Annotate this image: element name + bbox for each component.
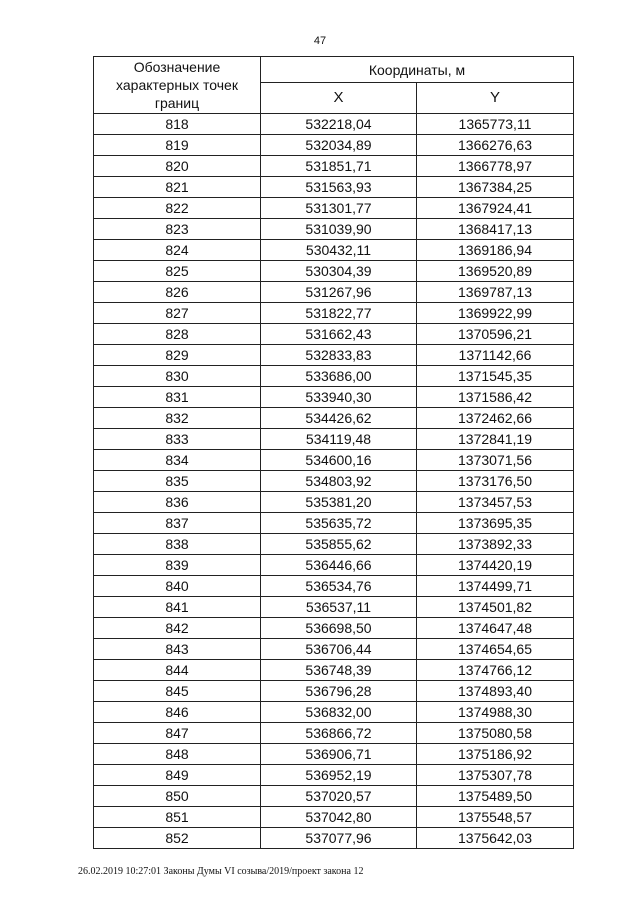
table-row [94, 702, 574, 723]
table-row [94, 828, 574, 849]
y-coordinate-cell: 1366778,97 [417, 156, 574, 177]
x-coordinate-cell: 534426,62 [261, 408, 417, 429]
table-row [94, 408, 574, 429]
point-number-cell: 826 [94, 282, 261, 303]
x-coordinate-cell: 531662,43 [261, 324, 417, 345]
y-coordinate-cell: 1374501,82 [417, 597, 574, 618]
point-number-cell: 845 [94, 681, 261, 702]
x-coordinate-cell: 532218,04 [261, 114, 417, 135]
x-coordinate-cell: 531039,90 [261, 219, 417, 240]
point-number-cell: 829 [94, 345, 261, 366]
point-number-cell: 839 [94, 555, 261, 576]
x-coordinate-cell: 534803,92 [261, 471, 417, 492]
y-coordinate-cell: 1368417,13 [417, 219, 574, 240]
table-row [94, 513, 574, 534]
x-coordinate-cell: 533940,30 [261, 387, 417, 408]
x-coordinate-cell: 537020,57 [261, 786, 417, 807]
y-coordinate-cell: 1369787,13 [417, 282, 574, 303]
point-number-cell: 850 [94, 786, 261, 807]
point-number-cell: 840 [94, 576, 261, 597]
x-coordinate-cell: 537077,96 [261, 828, 417, 849]
point-number-cell: 838 [94, 534, 261, 555]
y-coordinate-cell: 1373176,50 [417, 471, 574, 492]
x-coordinate-cell: 535381,20 [261, 492, 417, 513]
x-coordinate-cell: 536906,71 [261, 744, 417, 765]
table-row [94, 471, 574, 492]
x-coordinate-cell: 534600,16 [261, 450, 417, 471]
y-coordinate-cell: 1374647,48 [417, 618, 574, 639]
coordinates-table [93, 56, 574, 849]
x-coordinate-cell: 531301,77 [261, 198, 417, 219]
table-row [94, 177, 574, 198]
point-number-cell: 818 [94, 114, 261, 135]
point-number-cell: 828 [94, 324, 261, 345]
x-coordinate-cell: 533686,00 [261, 366, 417, 387]
y-coordinate-cell: 1367924,41 [417, 198, 574, 219]
x-coordinate-cell: 536748,39 [261, 660, 417, 681]
point-number-cell: 848 [94, 744, 261, 765]
point-number-cell: 849 [94, 765, 261, 786]
y-coordinate-cell: 1375548,57 [417, 807, 574, 828]
table-row [94, 786, 574, 807]
table-row [94, 366, 574, 387]
y-coordinate-cell: 1375080,58 [417, 723, 574, 744]
x-coordinate-cell: 536866,72 [261, 723, 417, 744]
y-coordinate-cell: 1375186,92 [417, 744, 574, 765]
table-row [94, 723, 574, 744]
table-row [94, 618, 574, 639]
table-row [94, 261, 574, 282]
x-coordinate-cell: 536698,50 [261, 618, 417, 639]
table-row [94, 345, 574, 366]
point-number-cell: 825 [94, 261, 261, 282]
y-coordinate-cell: 1373457,53 [417, 492, 574, 513]
table-row [94, 114, 574, 135]
x-coordinate-cell: 532833,83 [261, 345, 417, 366]
y-coordinate-cell: 1372462,66 [417, 408, 574, 429]
x-coordinate-cell: 531267,96 [261, 282, 417, 303]
x-coordinate-cell: 530432,11 [261, 240, 417, 261]
point-number-cell: 847 [94, 723, 261, 744]
x-coordinate-cell: 536537,11 [261, 597, 417, 618]
table-row [94, 597, 574, 618]
point-number-cell: 852 [94, 828, 261, 849]
point-number-cell: 844 [94, 660, 261, 681]
y-coordinate-cell: 1373695,35 [417, 513, 574, 534]
point-number-cell: 830 [94, 366, 261, 387]
table-row [94, 660, 574, 681]
point-number-cell: 837 [94, 513, 261, 534]
table-row [94, 807, 574, 828]
y-coordinate-cell: 1374420,19 [417, 555, 574, 576]
table-row [94, 429, 574, 450]
x-coordinate-cell: 536446,66 [261, 555, 417, 576]
y-coordinate-cell: 1375642,03 [417, 828, 574, 849]
header-x: X [261, 83, 417, 114]
table-row [94, 324, 574, 345]
point-number-cell: 851 [94, 807, 261, 828]
y-coordinate-cell: 1373071,56 [417, 450, 574, 471]
point-number-cell: 835 [94, 471, 261, 492]
table-row [94, 765, 574, 786]
y-coordinate-cell: 1374988,30 [417, 702, 574, 723]
point-number-cell: 833 [94, 429, 261, 450]
point-number-cell: 820 [94, 156, 261, 177]
x-coordinate-cell: 531851,71 [261, 156, 417, 177]
x-coordinate-cell: 536796,28 [261, 681, 417, 702]
point-number-cell: 843 [94, 639, 261, 660]
point-number-cell: 822 [94, 198, 261, 219]
table-row [94, 534, 574, 555]
y-coordinate-cell: 1373892,33 [417, 534, 574, 555]
point-number-cell: 831 [94, 387, 261, 408]
table-row [94, 450, 574, 471]
table-row [94, 555, 574, 576]
point-number-cell: 832 [94, 408, 261, 429]
y-coordinate-cell: 1374499,71 [417, 576, 574, 597]
x-coordinate-cell: 536706,44 [261, 639, 417, 660]
x-coordinate-cell: 530304,39 [261, 261, 417, 282]
x-coordinate-cell: 535635,72 [261, 513, 417, 534]
x-coordinate-cell: 531822,77 [261, 303, 417, 324]
x-coordinate-cell: 536832,00 [261, 702, 417, 723]
table-row [94, 198, 574, 219]
table-row [94, 135, 574, 156]
y-coordinate-cell: 1374893,40 [417, 681, 574, 702]
table-row [94, 156, 574, 177]
y-coordinate-cell: 1374654,65 [417, 639, 574, 660]
point-number-cell: 821 [94, 177, 261, 198]
y-coordinate-cell: 1375307,78 [417, 765, 574, 786]
table-row [94, 303, 574, 324]
point-number-cell: 819 [94, 135, 261, 156]
y-coordinate-cell: 1370596,21 [417, 324, 574, 345]
point-number-cell: 836 [94, 492, 261, 513]
y-coordinate-cell: 1371545,35 [417, 366, 574, 387]
y-coordinate-cell: 1374766,12 [417, 660, 574, 681]
page-number: 47 [313, 35, 327, 47]
point-number-cell: 842 [94, 618, 261, 639]
point-number-cell: 824 [94, 240, 261, 261]
table-row [94, 282, 574, 303]
x-coordinate-cell: 536952,19 [261, 765, 417, 786]
y-coordinate-cell: 1369186,94 [417, 240, 574, 261]
x-coordinate-cell: 534119,48 [261, 429, 417, 450]
table-row [94, 744, 574, 765]
table-row [94, 681, 574, 702]
y-coordinate-cell: 1369922,99 [417, 303, 574, 324]
table-row [94, 492, 574, 513]
header-coordinates: Координаты, м [261, 57, 574, 83]
y-coordinate-cell: 1369520,89 [417, 261, 574, 282]
y-coordinate-cell: 1375489,50 [417, 786, 574, 807]
table-row [94, 387, 574, 408]
point-number-cell: 827 [94, 303, 261, 324]
header-designation: Обозначение характерных точек границ [94, 57, 261, 114]
table-row [94, 240, 574, 261]
x-coordinate-cell: 537042,80 [261, 807, 417, 828]
table-row [94, 639, 574, 660]
point-number-cell: 846 [94, 702, 261, 723]
x-coordinate-cell: 531563,93 [261, 177, 417, 198]
y-coordinate-cell: 1371142,66 [417, 345, 574, 366]
table-body [94, 114, 574, 849]
y-coordinate-cell: 1366276,63 [417, 135, 574, 156]
y-coordinate-cell: 1367384,25 [417, 177, 574, 198]
footer-stamp: 26.02.2019 10:27:01 Законы Думы VI созыва/2019/проект закона 12 [78, 866, 364, 877]
point-number-cell: 841 [94, 597, 261, 618]
x-coordinate-cell: 536534,76 [261, 576, 417, 597]
header-y: Y [417, 83, 574, 114]
point-number-cell: 823 [94, 219, 261, 240]
x-coordinate-cell: 535855,62 [261, 534, 417, 555]
table-row [94, 219, 574, 240]
point-number-cell: 834 [94, 450, 261, 471]
y-coordinate-cell: 1372841,19 [417, 429, 574, 450]
y-coordinate-cell: 1371586,42 [417, 387, 574, 408]
table-row [94, 576, 574, 597]
table-header [94, 57, 574, 114]
x-coordinate-cell: 532034,89 [261, 135, 417, 156]
y-coordinate-cell: 1365773,11 [417, 114, 574, 135]
